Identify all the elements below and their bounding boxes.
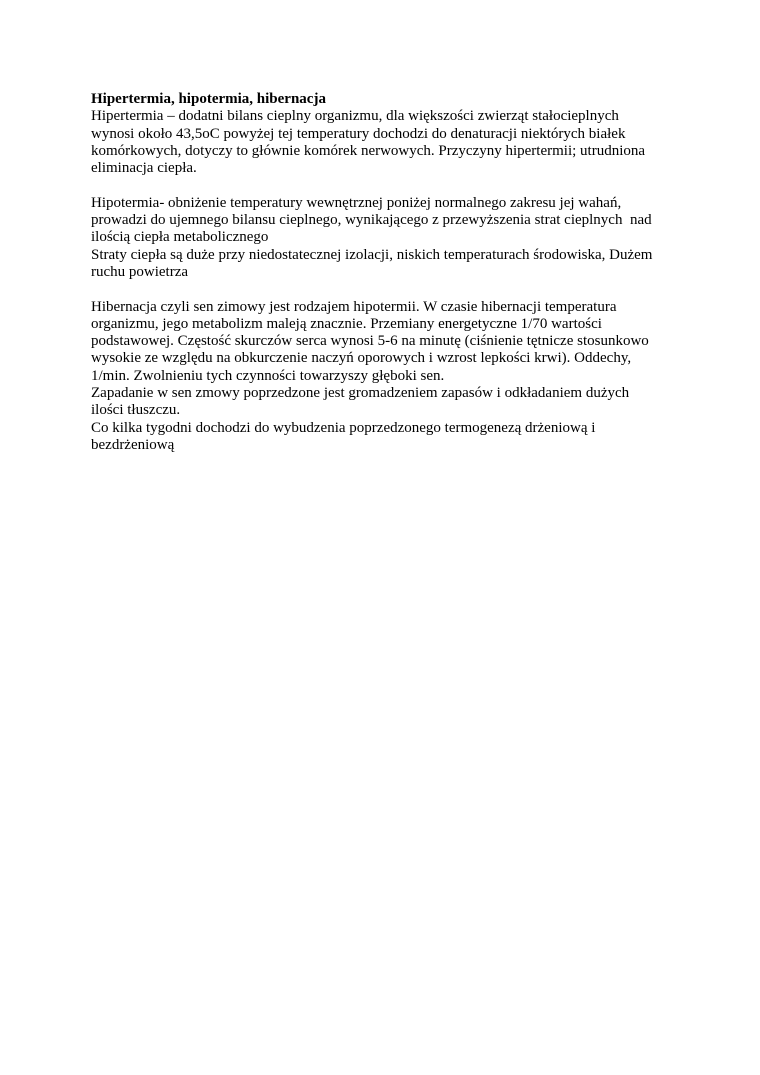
text-line: Co kilka tygodni dochodzi do wybudzenia poprzedzonego termogenezą drżeniową i bbox=[91, 419, 596, 436]
text-line: komórkowych, dotyczy to głównie komórek nerwowych. Przyczyny hipertermii; utrudniona bbox=[91, 142, 646, 159]
text-line: 1/min. Zwolnieniu tych czynności towarzyszy głęboki sen. bbox=[91, 367, 445, 384]
text-line: eliminacja ciepła. bbox=[91, 160, 197, 177]
text-line: Straty ciepła są duże przy niedostatecznej izolacji, niskich temperaturach środowiska, Dużem bbox=[91, 246, 653, 263]
document-title: Hipertermia, hipotermia, hibernacja bbox=[91, 91, 326, 107]
paragraph-spacer bbox=[91, 281, 676, 298]
paragraph-hibernacja bbox=[91, 299, 676, 455]
text-line: bezdrżeniową bbox=[91, 436, 175, 453]
text-line: Hipertermia – dodatni bilans cieplny organizmu, dla większości zwierząt stałocieplnych bbox=[91, 108, 619, 125]
text-line: Hibernacja czyli sen zimowy jest rodzajem hipotermii. W czasie hibernacji temperatura bbox=[91, 298, 617, 315]
text-line: prowadzi do ujemnego bilansu cieplnego, wynikającego z przewyższenia strat cieplnych nad bbox=[91, 212, 652, 229]
text-line: ilością ciepła metabolicznego bbox=[91, 229, 269, 246]
paragraph-hipertermia bbox=[91, 108, 676, 177]
text-line: podstawowej. Częstość skurczów serca wynosi 5-6 na minutę (ciśnienie tętnicze stosunkowo bbox=[91, 333, 649, 350]
text-line: ruchu powietrza bbox=[91, 263, 189, 280]
document-body bbox=[91, 91, 676, 454]
text-line: ilości tłuszczu. bbox=[91, 402, 181, 419]
text-line: Hipotermia- obniżenie temperatury wewnętrznej poniżej normalnego zakresu jej wahań, bbox=[91, 194, 622, 211]
text-line: organizmu, jego metabolizm maleją znacznie. Przemiany energetyczne 1/70 wartości bbox=[91, 315, 602, 332]
text-line: wynosi około 43,5oC powyżej tej temperatury dochodzi do denaturacji niektórych białek bbox=[91, 125, 626, 142]
paragraph-spacer bbox=[91, 177, 676, 194]
paragraph-hipotermia bbox=[91, 195, 676, 281]
text-line: Zapadanie w sen zmowy poprzedzone jest gromadzeniem zapasów i odkładaniem dużych bbox=[91, 385, 630, 402]
text-line: wysokie ze względu na obkurczenie naczyń oporowych i wzrost lepkości krwi). Oddechy, bbox=[91, 350, 632, 367]
